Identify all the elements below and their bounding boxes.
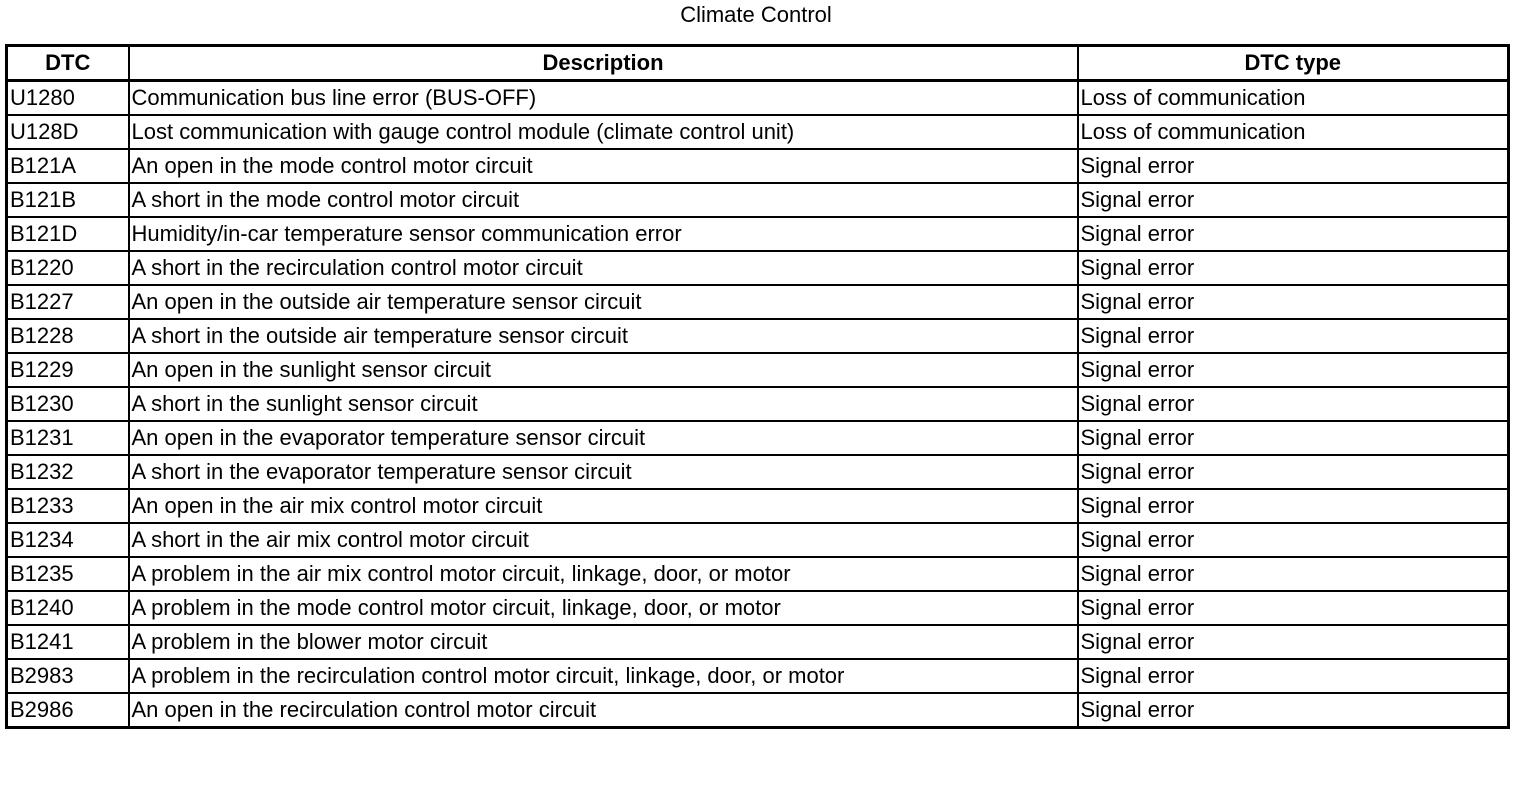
dtc-type-cell: Signal error [1078, 489, 1509, 523]
description-cell: Humidity/in-car temperature sensor communication error [129, 217, 1078, 251]
dtc-code-cell: B1240 [7, 591, 129, 625]
table-row [7, 217, 1509, 251]
dtc-type-cell: Signal error [1078, 149, 1509, 183]
header-dtc-type: DTC type [1078, 46, 1509, 81]
description-cell: A problem in the air mix control motor circuit, linkage, door, or motor [129, 557, 1078, 591]
dtc-type-cell: Signal error [1078, 353, 1509, 387]
description-cell: A problem in the recirculation control motor circuit, linkage, door, or motor [129, 659, 1078, 693]
dtc-type-cell: Signal error [1078, 285, 1509, 319]
dtc-type-cell: Signal error [1078, 523, 1509, 557]
header-dtc: DTC [7, 46, 129, 81]
table-row [7, 489, 1509, 523]
dtc-type-cell: Signal error [1078, 557, 1509, 591]
dtc-type-cell: Signal error [1078, 659, 1509, 693]
table-row [7, 81, 1509, 116]
dtc-type-cell: Signal error [1078, 455, 1509, 489]
table-row [7, 319, 1509, 353]
table-row [7, 693, 1509, 728]
description-cell: A short in the outside air temperature sensor circuit [129, 319, 1078, 353]
description-cell: Communication bus line error (BUS-OFF) [129, 81, 1078, 116]
description-cell: A short in the evaporator temperature sensor circuit [129, 455, 1078, 489]
table-row [7, 251, 1509, 285]
dtc-code-cell: B1228 [7, 319, 129, 353]
dtc-code-cell: B2983 [7, 659, 129, 693]
description-cell: An open in the air mix control motor circuit [129, 489, 1078, 523]
dtc-type-cell: Signal error [1078, 217, 1509, 251]
dtc-type-cell: Signal error [1078, 625, 1509, 659]
table-row [7, 183, 1509, 217]
header-description: Description [129, 46, 1078, 81]
table-row [7, 523, 1509, 557]
table-row [7, 115, 1509, 149]
page-title: Climate Control [680, 2, 832, 27]
dtc-type-cell: Signal error [1078, 387, 1509, 421]
dtc-code-cell: B1229 [7, 353, 129, 387]
table-row [7, 149, 1509, 183]
description-cell: An open in the mode control motor circuit [129, 149, 1078, 183]
table-row [7, 421, 1509, 455]
dtc-code-cell: B1230 [7, 387, 129, 421]
table-header-row [7, 46, 1509, 81]
table-body [7, 81, 1509, 728]
table-row [7, 387, 1509, 421]
table-row [7, 353, 1509, 387]
description-cell: An open in the outside air temperature sensor circuit [129, 285, 1078, 319]
dtc-code-cell: B2986 [7, 693, 129, 728]
dtc-code-cell: U128D [7, 115, 129, 149]
dtc-table [5, 44, 1510, 729]
description-cell: A short in the recirculation control motor circuit [129, 251, 1078, 285]
dtc-type-cell: Loss of communication [1078, 115, 1509, 149]
table-row [7, 455, 1509, 489]
dtc-type-cell: Signal error [1078, 693, 1509, 728]
dtc-code-cell: B1233 [7, 489, 129, 523]
dtc-code-cell: B1231 [7, 421, 129, 455]
dtc-code-cell: B1232 [7, 455, 129, 489]
dtc-type-cell: Loss of communication [1078, 81, 1509, 116]
dtc-code-cell: B121A [7, 149, 129, 183]
dtc-type-cell: Signal error [1078, 319, 1509, 353]
dtc-type-cell: Signal error [1078, 251, 1509, 285]
description-cell: A short in the air mix control motor circuit [129, 523, 1078, 557]
table-row [7, 625, 1509, 659]
dtc-code-cell: U1280 [7, 81, 129, 116]
description-cell: A short in the mode control motor circuit [129, 183, 1078, 217]
dtc-code-cell: B121B [7, 183, 129, 217]
table-row [7, 659, 1509, 693]
description-cell: A short in the sunlight sensor circuit [129, 387, 1078, 421]
dtc-code-cell: B1234 [7, 523, 129, 557]
table-row [7, 557, 1509, 591]
description-cell: A problem in the mode control motor circuit, linkage, door, or motor [129, 591, 1078, 625]
description-cell: An open in the evaporator temperature sensor circuit [129, 421, 1078, 455]
description-cell: Lost communication with gauge control module (climate control unit) [129, 115, 1078, 149]
dtc-type-cell: Signal error [1078, 421, 1509, 455]
dtc-code-cell: B1235 [7, 557, 129, 591]
dtc-code-cell: B1241 [7, 625, 129, 659]
table-row [7, 591, 1509, 625]
dtc-code-cell: B1220 [7, 251, 129, 285]
description-cell: A problem in the blower motor circuit [129, 625, 1078, 659]
description-cell: An open in the sunlight sensor circuit [129, 353, 1078, 387]
dtc-type-cell: Signal error [1078, 591, 1509, 625]
dtc-code-cell: B1227 [7, 285, 129, 319]
description-cell: An open in the recirculation control motor circuit [129, 693, 1078, 728]
table-row [7, 285, 1509, 319]
dtc-type-cell: Signal error [1078, 183, 1509, 217]
dtc-code-cell: B121D [7, 217, 129, 251]
